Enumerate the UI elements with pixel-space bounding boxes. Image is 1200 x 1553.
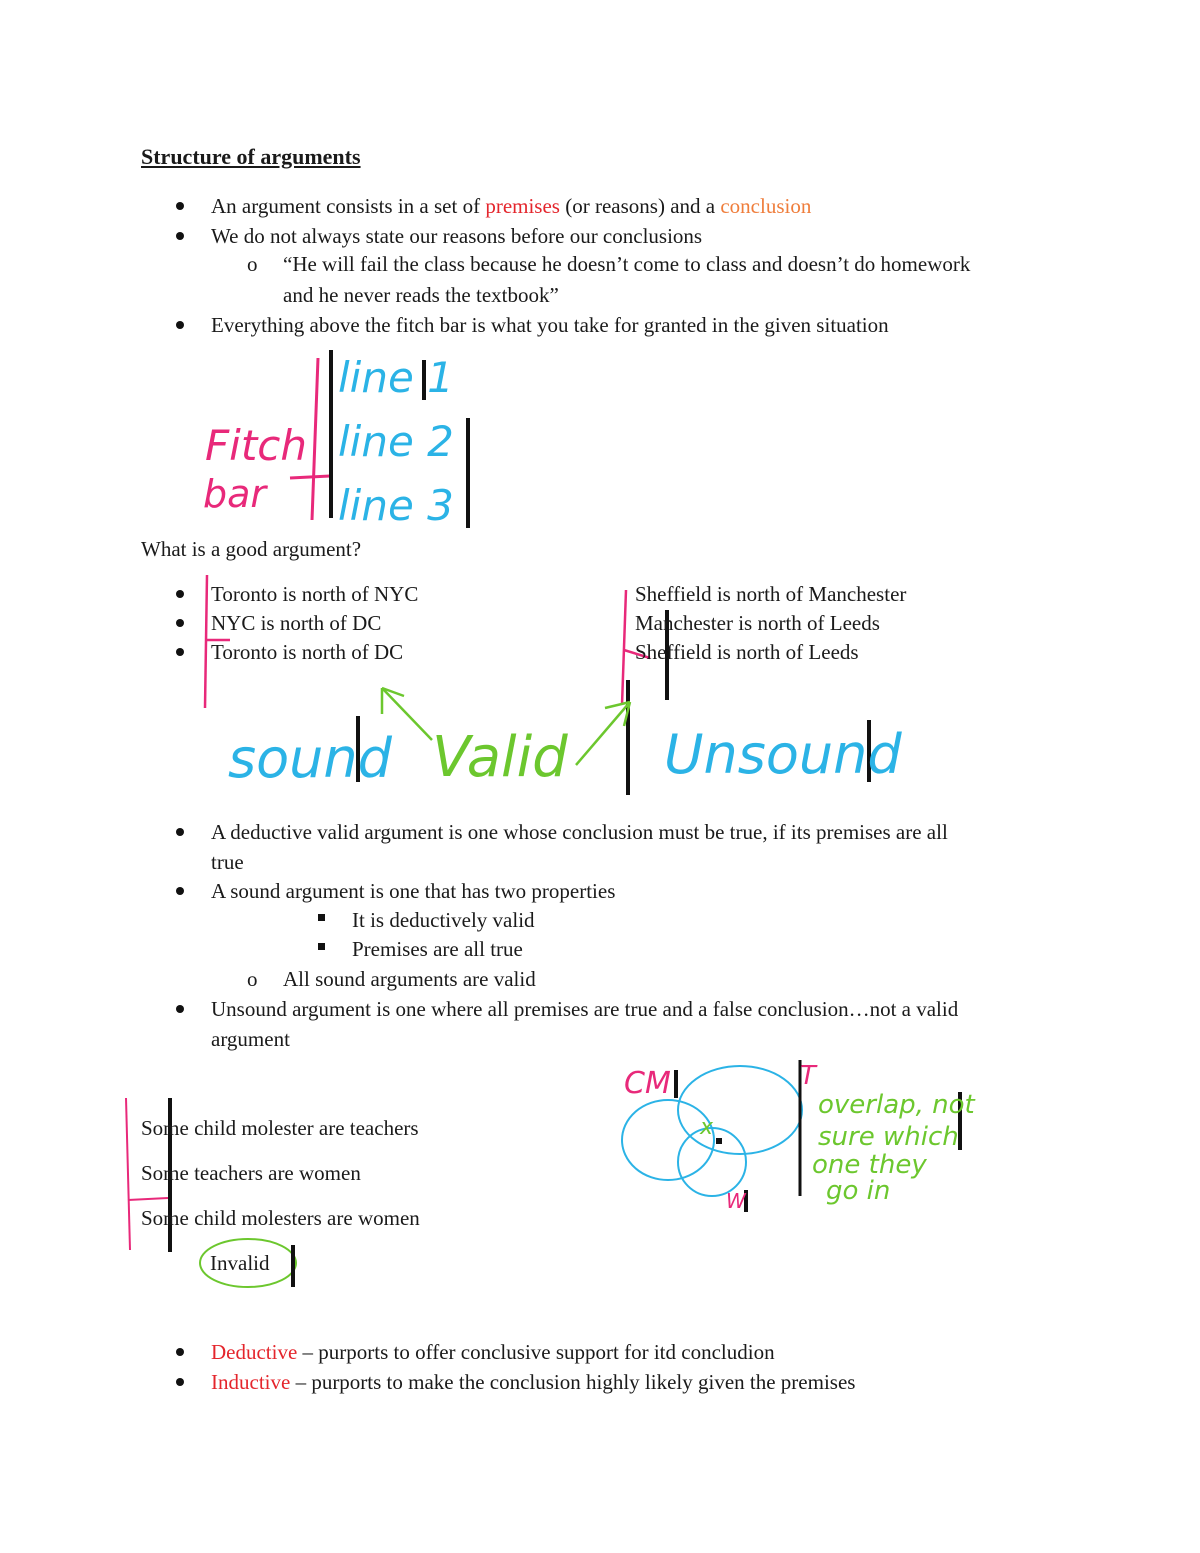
sound-property-2: Premises are all true <box>352 937 523 961</box>
venn-w-label: W <box>726 1189 746 1213</box>
example-right-premise-1: Sheffield is north of Manchester <box>635 582 907 606</box>
valid-definition-line-1: A deductive valid argument is one whose conclusion must be true, if its premises are all <box>211 820 948 844</box>
venn-cm-label: CM <box>624 1066 671 1101</box>
syllogism-premise-2: Some teachers are women <box>141 1161 361 1185</box>
line-3-label: line 3 <box>338 481 454 530</box>
bullet-reasons-order: We do not always state our reasons before our conclusions <box>211 224 703 248</box>
conclusion-term: conclusion <box>720 194 812 218</box>
bullet-dot <box>176 1378 184 1386</box>
quote-line-2: and he never reads the textbook” <box>283 283 559 307</box>
bullet-dot <box>176 828 184 836</box>
square-bullet <box>318 914 325 921</box>
inductive-definition <box>211 1370 855 1394</box>
syllogism-conclusion: Some child molesters are women <box>141 1206 420 1230</box>
valid-label: Valid <box>432 725 568 790</box>
sound-valid-note: All sound arguments are valid <box>283 967 536 991</box>
sound-definition: A sound argument is one that has two properties <box>211 879 616 903</box>
example-right-conclusion: Sheffield is north of Leeds <box>635 640 859 664</box>
good-argument-question: What is a good argument? <box>141 537 362 561</box>
sound-label: sound <box>228 727 392 790</box>
venn-x-mark: x <box>700 1115 714 1140</box>
unsound-label: Unsound <box>664 723 902 786</box>
premises-term: premises <box>485 194 560 218</box>
quote-line-1: “He will fail the class because he doesn’t come to class and doesn’t do homework <box>283 252 971 276</box>
bullet-dot <box>176 619 184 627</box>
example-left-premise-2: NYC is north of DC <box>211 611 382 635</box>
square-bullet <box>318 943 325 950</box>
bar-label: bar <box>203 472 267 516</box>
deductive-definition <box>211 1340 775 1364</box>
bullet-dot <box>176 1348 184 1356</box>
syllogism-premise-1: Some child molester are teachers <box>141 1116 419 1140</box>
line-2-label: line 2 <box>338 417 454 466</box>
venn-note-line-2: sure which <box>818 1122 959 1152</box>
unsound-definition-line-1: Unsound argument is one where all premises are true and a false conclusion…not a valid <box>211 997 959 1021</box>
venn-note-line-4: go in <box>826 1176 891 1206</box>
valid-definition-line-2: true <box>211 850 244 874</box>
example-left-premise-1: Toronto is north of NYC <box>211 582 419 606</box>
bullet-dot <box>176 887 184 895</box>
example-left-conclusion: Toronto is north of DC <box>211 640 404 664</box>
bullet-fitch-bar: Everything above the fitch bar is what you take for granted in the given situation <box>211 313 889 337</box>
venn-note-line-1: overlap, not <box>818 1090 975 1120</box>
bullet-text: (or reasons) and a <box>559 194 721 218</box>
fitch-label: Fitch <box>205 421 308 470</box>
bullet-text: An argument consists in a set of <box>211 194 486 218</box>
unsound-definition-line-2: argument <box>211 1027 290 1051</box>
bullet-dot <box>176 232 184 240</box>
deductive-text: – purports to offer conclusive support for itd concludion <box>297 1340 775 1364</box>
bullet-argument-definition <box>211 194 811 218</box>
bullet-dot <box>176 202 184 210</box>
inductive-term: Inductive <box>211 1370 291 1394</box>
inductive-text: – purports to make the conclusion highly likely given the premises <box>290 1370 856 1394</box>
sound-property-1: It is deductively valid <box>352 908 535 932</box>
bullet-dot <box>176 648 184 656</box>
sub-bullet-marker: o <box>247 252 258 276</box>
page-title: Structure of arguments <box>141 144 361 169</box>
bullet-dot <box>176 1005 184 1013</box>
example-right-premise-2: Manchester is north of Leeds <box>635 611 880 635</box>
bullet-dot <box>176 321 184 329</box>
venn-t-label: T <box>800 1061 816 1091</box>
deductive-term: Deductive <box>211 1340 298 1364</box>
venn-note-line-3: one they <box>812 1150 927 1180</box>
sub-bullet-marker: o <box>247 967 258 991</box>
bullet-dot <box>176 590 184 598</box>
line-1-label: line 1 <box>338 353 454 402</box>
syllogism-verdict: Invalid <box>210 1251 270 1275</box>
